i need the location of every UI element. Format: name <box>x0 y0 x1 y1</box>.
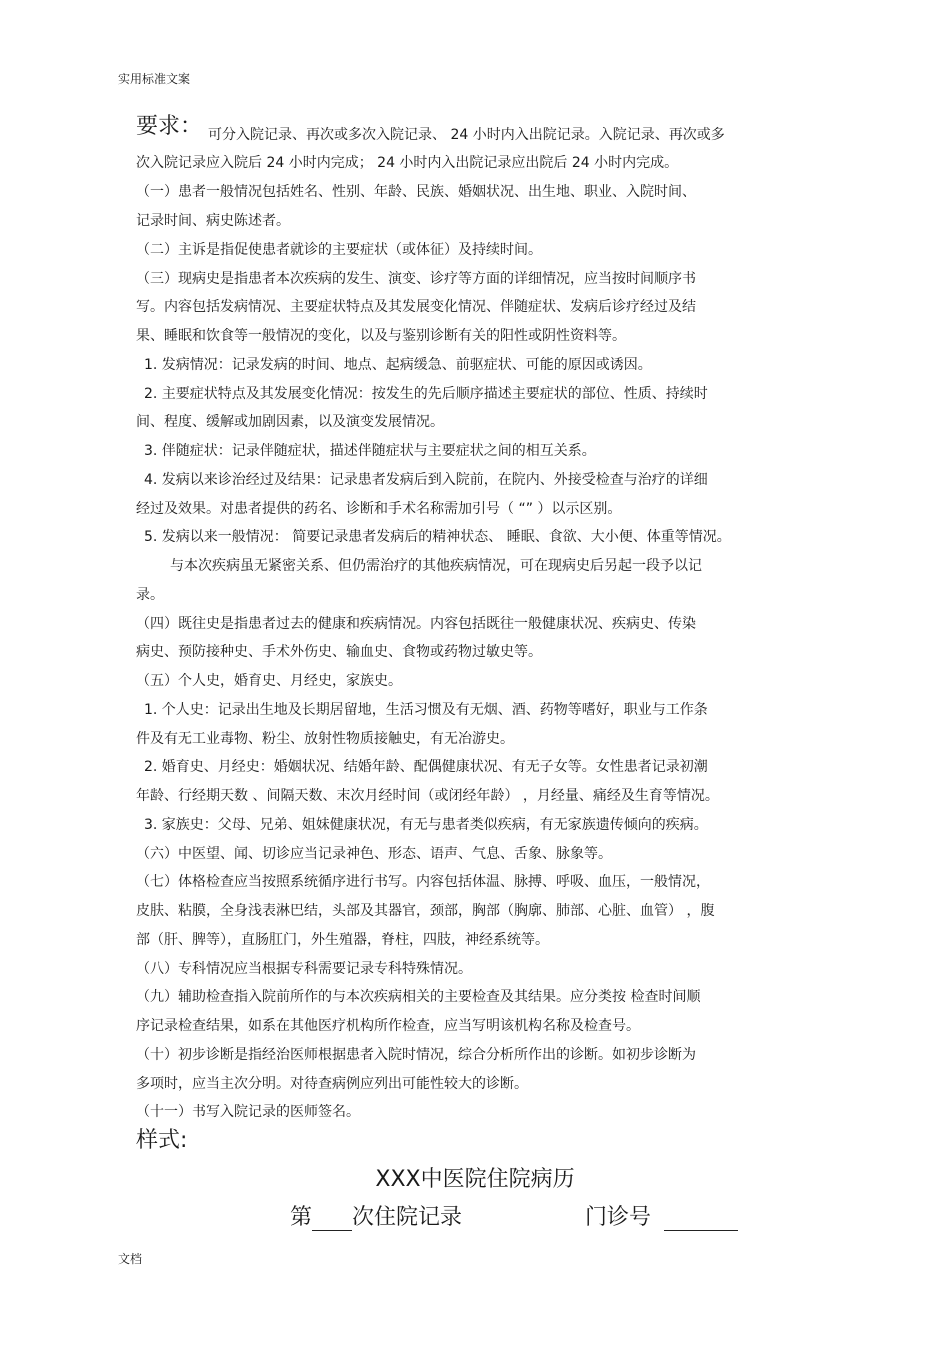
form-title: XXX中医院住院病历 <box>375 1167 575 1192</box>
text-line: （三）现病史是指患者本次疾病的发生、演变、诊疗等方面的详细情况，应当按时间顺序书 <box>136 271 696 287</box>
text-line: 录。 <box>136 587 164 603</box>
clinic-number-blank <box>664 1208 738 1231</box>
text-line: 2. 婚育史、月经史：婚姻状况、结婚年龄、配偶健康状况、有无子女等。女性患者记录初潮 <box>144 759 708 775</box>
text-line: （六）中医望、闻、切诊应当记录神色、形态、语声、气息、舌象、脉象等。 <box>136 846 612 862</box>
text-line: （二）主诉是指促使患者就诊的主要症状（或体征）及持续时间。 <box>136 242 542 258</box>
text-line: （一）患者一般情况包括姓名、性别、年龄、民族、婚姻状况、出生地、职业、入院时间、 <box>136 184 696 200</box>
text-line: 2. 主要症状特点及其发展变化情况：按发生的先后顺序描述主要症状的部位、性质、持续时 <box>144 386 708 402</box>
admission-prefix: 第 <box>290 1205 313 1230</box>
admission-suffix: 次住院记录 <box>352 1205 463 1230</box>
text-line: 4. 发病以来诊治经过及结果：记录患者发病后到入院前，在院内、外接受检查与治疗的详细 <box>144 472 708 488</box>
text-line: 5. 发病以来一般情况： 简要记录患者发病后的精神状态、 睡眠、食欲、大小便、体重等情况。 <box>144 529 731 545</box>
text-line: （十）初步诊断是指经治医师根据患者入院时情况，综合分析所作出的诊断。如初步诊断为 <box>136 1047 696 1063</box>
page-footer: 文档 <box>118 1252 143 1266</box>
text-line: 病史、预防接种史、手术外伤史、输血史、食物或药物过敏史等。 <box>136 644 542 660</box>
text-line: （十一）书写入院记录的医师签名。 <box>136 1104 360 1120</box>
text-line: 1. 发病情况：记录发病的时间、地点、起病缓急、前驱症状、可能的原因或诱因。 <box>144 357 652 373</box>
admission-count-blank <box>312 1208 352 1231</box>
text-line: （九）辅助检查指入院前所作的与本次疾病相关的主要检查及其结果。应分类按 检查时间顺 <box>136 989 701 1005</box>
text-line: 可分入院记录、再次或多次入院记录、 24 小时内入出院记录。入院记录、再次或多 <box>208 127 725 143</box>
text-line: 次入院记录应入院后 24 小时内完成； 24 小时内入出院记录应出院后 24 小时内完成。 <box>136 155 679 171</box>
text-line: 序记录检查结果，如系在其他医疗机构所作检查，应当写明该机构名称及检查号。 <box>136 1018 640 1034</box>
text-line: 1. 个人史：记录出生地及长期居留地，生活习惯及有无烟、酒、药物等嗜好，职业与工作条 <box>144 702 708 718</box>
text-line: 果、睡眠和饮食等一般情况的变化，以及与鉴别诊断有关的阳性或阴性资料等。 <box>136 328 626 344</box>
text-line: （七）体格检查应当按照系统循序进行书写。内容包括体温、脉搏、呼吸、血压，一般情况， <box>136 874 710 890</box>
text-line: 3. 伴随症状：记录伴随症状，描述伴随症状与主要症状之间的相互关系。 <box>144 443 596 459</box>
text-line: 件及有无工业毒物、粉尘、放射性物质接触史，有无冶游史。 <box>136 731 514 747</box>
page-header: 实用标准文案 <box>118 72 191 86</box>
text-line: （五）个人史，婚育史、月经史，家族史。 <box>136 673 402 689</box>
requirements-heading: 要求： <box>136 114 203 139</box>
text-line: 与本次疾病虽无紧密关系、但仍需治疗的其他疾病情况，可在现病史后另起一段予以记 <box>170 558 702 574</box>
text-line: 年龄、行经期天数 、间隔天数、末次月经时间（或闭经年龄） ，月经量、痛经及生育等情况。 <box>136 788 719 804</box>
text-line: 间、程度、缓解或加剧因素，以及演变发展情况。 <box>136 414 444 430</box>
clinic-number-label: 门诊号 <box>585 1205 652 1230</box>
clinic-number-line <box>585 1200 738 1231</box>
text-line: 写。内容包括发病情况、主要症状特点及其发展变化情况、伴随症状、发病后诊疗经过及结 <box>136 299 696 315</box>
text-line: 记录时间、病史陈述者。 <box>136 213 290 229</box>
text-line: 皮肤、粘膜，全身浅表淋巴结，头部及其器官，颈部，胸部（胸廓、肺部、心脏、血管） ，腹 <box>136 903 715 919</box>
text-line: 3. 家族史：父母、兄弟、姐妹健康状况，有无与患者类似疾病，有无家族遗传倾向的疾病。 <box>144 817 708 833</box>
text-line: 多项时，应当主次分明。对待查病例应列出可能性较大的诊断。 <box>136 1076 528 1092</box>
text-line: （八）专科情况应当根据专科需要记录专科特殊情况。 <box>136 961 472 977</box>
text-line: （四）既往史是指患者过去的健康和疾病情况。内容包括既往一般健康状况、疾病史、传染 <box>136 616 696 632</box>
text-line: 经过及效果。对患者提供的药名、诊断和手术名称需加引号（ “” ）以示区别。 <box>136 501 622 517</box>
admission-count-line <box>290 1200 462 1231</box>
text-line: 部（肝、脾等），直肠肛门，外生殖器，脊柱，四肢，神经系统等。 <box>136 932 549 948</box>
sample-label: 样式: <box>136 1128 188 1153</box>
